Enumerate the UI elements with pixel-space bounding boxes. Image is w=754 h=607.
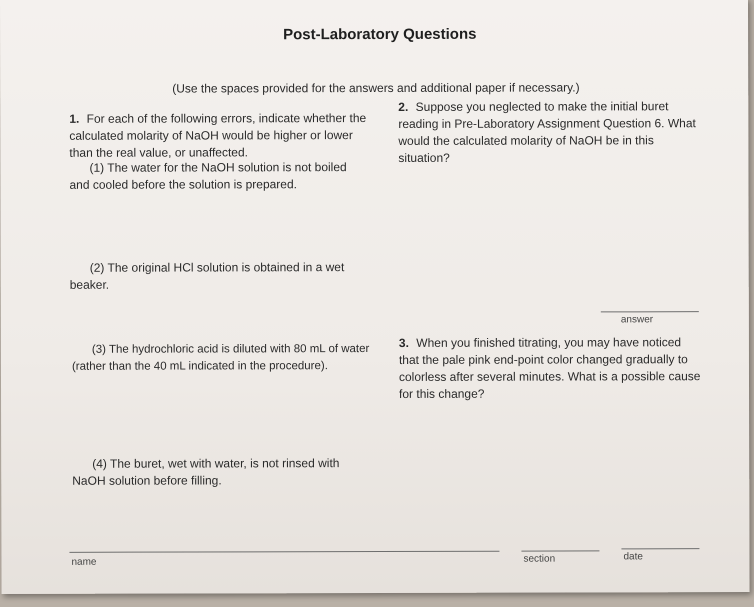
name-label: name (71, 556, 97, 568)
question-1-number: 1. (69, 111, 80, 126)
question-1-part-2 (70, 259, 370, 294)
question-2-number: 2. (398, 99, 409, 114)
part-label: (4) (92, 456, 107, 471)
answer-label: answer (620, 314, 654, 326)
part-text: The buret, wet with water, is not rinsed with NaOH solution before filling. (72, 456, 340, 488)
section-label: section (523, 553, 556, 565)
question-2 (398, 98, 698, 167)
question-1 (69, 110, 369, 162)
question-1-part-3 (72, 341, 372, 376)
question-3 (399, 334, 701, 403)
answer-line (601, 311, 699, 312)
part-label: (1) (89, 160, 105, 175)
part-text: The water for the NaOH solution is not boiled and cooled before the solution is prepared. (69, 160, 347, 192)
part-label: (2) (89, 260, 105, 275)
page-title: Post-Laboratory Questions (283, 25, 477, 44)
date-label: date (623, 551, 643, 563)
part-text: The original HCl solution is obtained in a wet beaker. (69, 260, 345, 292)
question-3-text: When you finished titrating, you may have noticed that the pale pink end-point color changed gradually to colorless after several minutes. What is a possible cause for this change? (398, 335, 701, 401)
section-line (521, 550, 599, 551)
question-1-text: For each of the following errors, indicate whether the calculated molarity of NaOH would be higher or lower than the real value, or unaffected. (69, 111, 367, 160)
instructions-text: (Use the spaces provided for the answers and additional paper if necessary.) (172, 80, 580, 96)
name-line (69, 551, 499, 553)
question-3-number: 3. (398, 335, 409, 350)
date-line (621, 548, 699, 549)
question-1-part-4 (72, 455, 372, 490)
part-text: The hydrochloric acid is diluted with 80 mL of water (rather than the 40 mL indicated in the procedure). (71, 343, 370, 373)
part-label: (3) (91, 343, 106, 356)
question-2-text: Suppose you neglected to make the initial buret reading in Pre-Laboratory Assignment Question 6. What would the calculated molarity of NaOH be in this situation? (398, 99, 696, 165)
question-1-part-1 (69, 159, 369, 194)
